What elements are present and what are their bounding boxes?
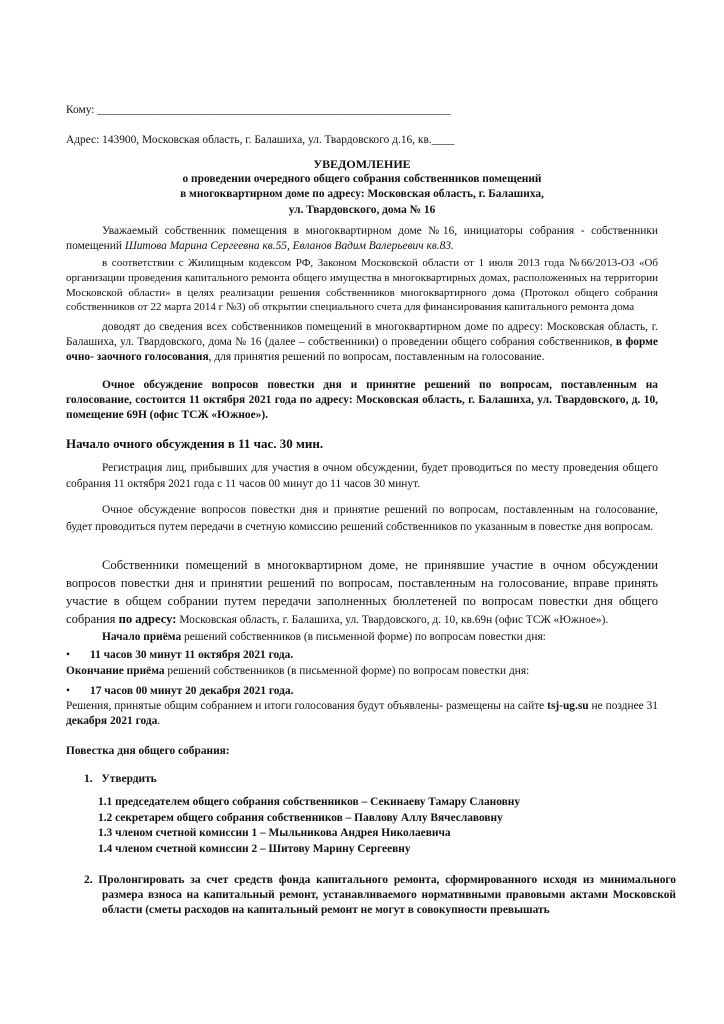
- agenda-subitem: 1.4 членом счетной комиссии 2 – Шитову Марину Сергеевну: [98, 842, 411, 855]
- website-link[interactable]: tsj-ug.su: [547, 700, 589, 712]
- agenda-subitem: 1.3 членом счетной комиссии 1 – Мыльникова Андрея Николаевича: [98, 827, 451, 839]
- acceptance-end-label: Окончание приёма: [66, 665, 165, 677]
- acceptance-start-text: решений собственников (в письменной форме) по вопросам повестки дня:: [181, 631, 546, 643]
- agenda-subitems: [98, 795, 520, 857]
- intro-text: Уважаемый собственник помещения в многоквартирном доме №16, инициаторы собрания - собственники помещений: [66, 225, 658, 253]
- agenda-item-1: [84, 772, 157, 787]
- initiators-names: Шитова Марина Сергеевна кв.55, Евланов Вадим Валерьевич кв.83.: [124, 240, 454, 253]
- acceptance-start-date: 11 часов 30 минут 11 октября 2021 года.: [90, 649, 294, 661]
- recipient-blank: ______________________________________________________________: [97, 104, 451, 116]
- registration-paragraph: Регистрация лиц, прибывших для участия в очном обсуждении, будет проводиться по месту проведения общего собрания 11 октября 2021 года с 11 часов 00 минут до 11 часов 30 минут.: [66, 462, 658, 490]
- bullet-icon: •: [66, 685, 70, 697]
- agenda-item-1-text: Утвердить: [101, 773, 157, 785]
- procedure-paragraph: Очное обсуждение вопросов повестки дня и принятие решений по вопросам, поставленным на голосование, будет проводиться путем передачи в счетную комиссию решений собственников по указанным в повестке дня вопросам.: [66, 504, 658, 533]
- recipient-line: [66, 103, 450, 118]
- intro-text-3b: , для принятия решений по вопросам, поставленным на голосование.: [208, 351, 545, 364]
- results-paragraph: [66, 699, 658, 729]
- acceptance-end-date: 17 часов 00 минут 20 декабря 2021 года.: [90, 685, 294, 697]
- meeting-info: Очное обсуждение вопросов повестки дня и принятие решений по вопросам, поставленным на голосование, состоится 11 октября 2021 года по адресу: Московская область, г. Балашиха, ул. Твардовского, д. 10, помещение 69Н (офис ТСЖ «Южное»).: [66, 379, 658, 422]
- notice-subtitle-1: о проведении очередного общего собрания собственников помещений: [182, 173, 542, 186]
- absent-owners-paragraph: [66, 556, 658, 629]
- absent-address: Московская область, г. Балашиха, ул. Твардовского, д. 10, кв.69н (офис ТСЖ «Южное»).: [176, 614, 609, 626]
- agenda-subitem: 1.2 секретарем общего собрания собственников – Павлову Аллу Вячеславовну: [98, 811, 503, 824]
- results-deadline: декабря 2021 года: [66, 715, 158, 728]
- agenda-title: Повестка дня общего собрания:: [66, 745, 230, 757]
- intro-paragraph-2: в соответствии с Жилищным кодексом РФ, Законом Московской области от 1 июля 2013 года №66/2013-ОЗ «Об организации проведения капитального ремонта общего имущества в многоквартирных домах, расположенных на территории Московской области» в целях реализации решения собственников многоквартирного дома (Протокол общего собрания собственников от 22 марта 2014 г №3) об открытии специального счета для финансирования капитального ремонта дома: [66, 257, 658, 314]
- results-text: Решения, принятые общим собранием и итоги голосования будут объявлены- размещены на сайте: [66, 700, 548, 712]
- acceptance-start: [102, 630, 546, 645]
- intro-paragraph-1: [66, 224, 658, 254]
- agenda-item-1-number: 1.: [84, 773, 93, 785]
- notice-heading: [66, 157, 658, 218]
- notice-subtitle-2: в многоквартирном доме по адресу: Московская область, г. Балашиха,: [180, 188, 544, 201]
- address-line: Адрес: 143900, Московская область, г. Балашиха, ул. Твардовского д.16, кв.____: [66, 134, 455, 146]
- agenda-subitem: 1.1 председателем общего собрания собственников – Секинаеву Тамару Слановну: [98, 796, 521, 808]
- notice-subtitle-3: ул. Твардовского, дома № 16: [288, 203, 436, 216]
- acceptance-end: [66, 664, 529, 679]
- meeting-start-time: Начало очного обсуждения в 11 час. 30 мин.: [66, 436, 324, 451]
- bullet-icon: •: [66, 649, 70, 661]
- recipient-label: Кому:: [66, 104, 95, 116]
- notice-title: УВЕДОМЛЕНИЕ: [313, 157, 411, 171]
- voting-form: в форме очно- заочного голосования: [66, 336, 658, 364]
- agenda-item-2: 2. Пролонгировать за счет средств фонда капитального ремонта, сформированного исходя из минимального размера взноса на капитальный ремонт, устанавливаемого нормативными правовыми актами Московской области (сметы расходов на капитальный ремонт не могут в совокупности превышать: [84, 874, 676, 917]
- absent-address-label: по адресу:: [118, 612, 177, 626]
- intro-paragraph-3: [66, 320, 658, 366]
- acceptance-start-label: Начало приёма: [102, 631, 182, 643]
- acceptance-end-text: решений собственников (в письменной форме) по вопросам повестки дня:: [164, 665, 530, 677]
- results-text-b: не позднее 31: [588, 700, 658, 712]
- results-period: .: [157, 715, 161, 728]
- absent-text: Собственники помещений в многоквартирном доме, не принявшие участие в очном обсуждении вопросов повестки дня и принятии решений по вопросам, поставленным на голосование, вправе принять участие в общем собрании путем передачи заполненных бюллетеней по вопросам повестки дня общего собрания: [66, 558, 658, 626]
- intro-text-3a: доводят до сведения всех собственников помещений в многоквартирном доме по адресу: Московская область, г. Балашиха, ул. Твардовского, дома № 16 (далее – собственники) о проведении общего собрания собственников,: [66, 321, 658, 349]
